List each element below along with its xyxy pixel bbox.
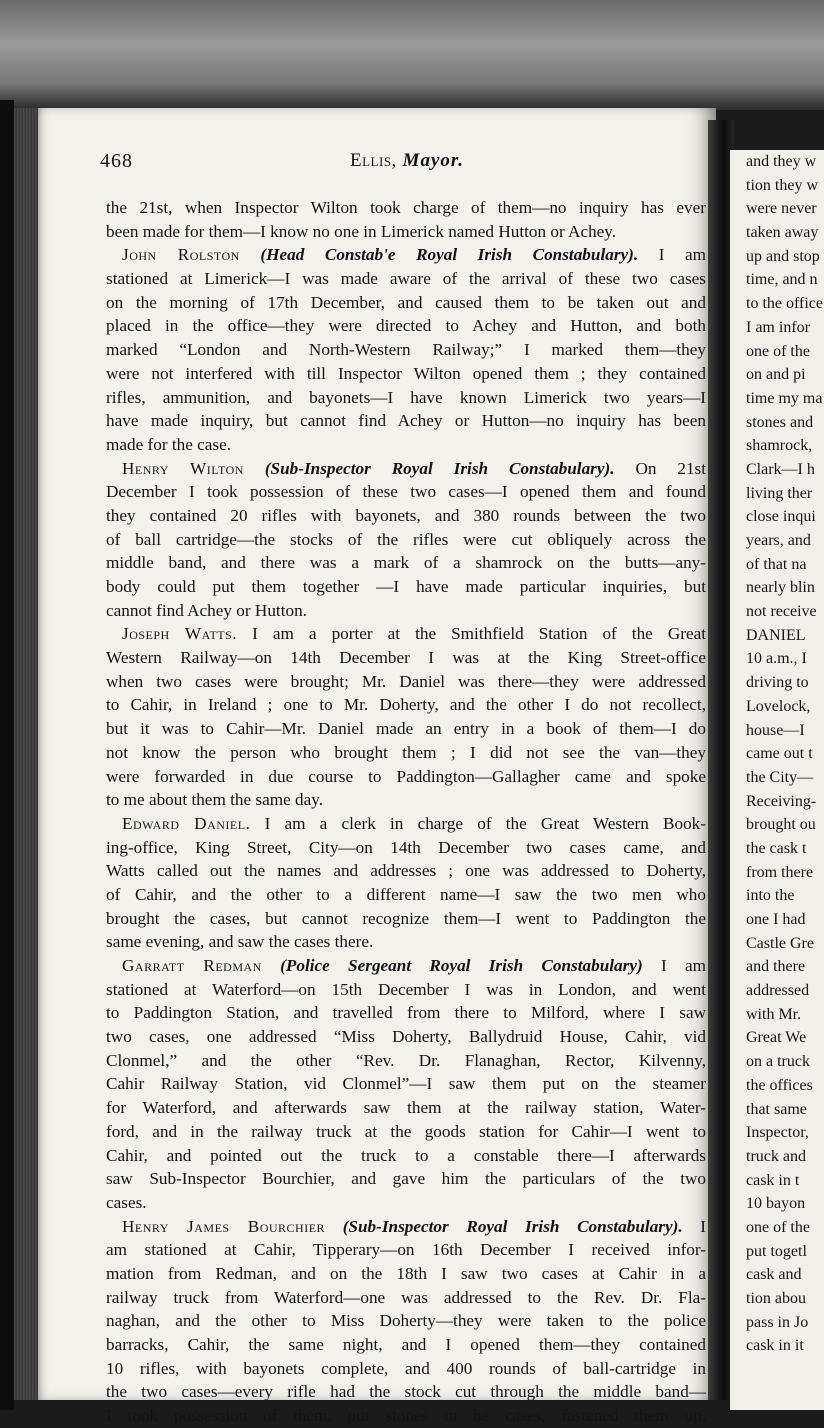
facing-text-line: I am infor: [746, 318, 810, 336]
line-text: the two cases—every rifle had the stock cut through the middle band—: [106, 1382, 706, 1402]
line-text: Western Railway—on 14th December I was at the King Street-office: [106, 648, 706, 668]
line-text: naghan, and the other to Miss Doherty—they were taken to the police: [106, 1311, 706, 1331]
speaker-role: (Sub-Inspector Royal Irish Constabulary).: [342, 1216, 683, 1236]
scanner-edge: [0, 100, 14, 1410]
line-text: on the morning of 17th December, and caused them to be taken out and: [106, 292, 706, 312]
text-line: [106, 457, 706, 481]
line-text: were forwarded in due course to Paddington—Gallagher came and spoke: [106, 766, 706, 786]
facing-text-line: Inspector,: [746, 1124, 809, 1142]
text-line: [106, 765, 706, 789]
text-line: [106, 1144, 706, 1168]
text-line: [106, 433, 706, 457]
line-text: made for the case.: [106, 434, 232, 454]
text-line: [106, 1380, 706, 1404]
line-text: On 21st: [635, 458, 706, 478]
facing-text-line: one I had: [746, 911, 806, 928]
line-text: I am a porter at the Smithfield Station of the Great: [252, 624, 706, 644]
facing-text-line: were never: [746, 200, 817, 218]
facing-text-line: tion they w: [746, 176, 818, 194]
facing-text-line: the offices: [746, 1076, 813, 1094]
line-text: I: [700, 1216, 707, 1236]
text-line: [106, 670, 706, 694]
facing-text-line: on a truck: [746, 1053, 810, 1071]
text-line: [106, 528, 706, 552]
text-line: [106, 1072, 706, 1096]
text-line: [106, 788, 706, 812]
text-line: [106, 409, 706, 433]
facing-text-line: DANIEL: [746, 626, 806, 644]
facing-text-line: pass in Jo: [746, 1313, 809, 1331]
text-line: [106, 693, 706, 717]
text-line: [106, 338, 706, 362]
line-text: have made inquiry, but cannot find Achey or Hutton—no inquiry has been: [106, 411, 706, 431]
text-line: [106, 362, 706, 386]
line-text: Cahir Railway Station, vid Clonmel”—I saw them put on the steamer: [106, 1074, 706, 1094]
text-line: [106, 930, 706, 954]
line-text: mation from Redman, and on the 18th I saw two cases at Cahir in a: [106, 1263, 706, 1283]
text-line: [106, 220, 706, 244]
speaker-name: John Rolston: [122, 245, 240, 265]
text-line: [106, 812, 706, 836]
speaker-name: Joseph Watts.: [122, 624, 238, 644]
text-line: [106, 196, 706, 220]
text-line: [106, 1262, 706, 1286]
line-text: ing-office, King Street, City—on 14th December two cases came, and: [106, 837, 706, 857]
facing-text-line: nearly blin: [746, 579, 815, 597]
facing-text-line: living ther: [746, 484, 813, 502]
speaker-role: (Police Sergeant Royal Irish Constabulary): [280, 956, 643, 975]
line-text: 10 rifles, with bayonets complete, and 400 rounds of ball-cartridge in: [106, 1358, 706, 1378]
text-line: [106, 243, 706, 267]
text-line: [106, 1333, 706, 1357]
facing-text-line: put togetl: [746, 1242, 807, 1260]
line-text: Cahir, and pointed out the truck to a constable there—I afterwards: [106, 1145, 706, 1165]
line-text: two cases, one addressed “Miss Doherty, Ballydruid House, Cahir, vid: [106, 1027, 706, 1047]
scanner-background: [0, 0, 824, 110]
facing-text-line: into the: [746, 887, 795, 905]
line-text: December I took possession of these two cases—I opened them and found: [106, 482, 706, 502]
text-line: [106, 1096, 706, 1120]
line-text: railway truck from Waterford—one was addressed to the Rev. Dr. Fla-: [106, 1287, 706, 1307]
text-line: [106, 1191, 706, 1215]
text-line: [106, 646, 706, 670]
line-text: stationed at Limerick—I was made aware of the arrival of these two cases: [106, 269, 706, 289]
text-line: [106, 717, 706, 741]
line-text: same evening, and saw the cases there.: [106, 932, 374, 952]
line-text: I took possession of them, put stones in he cases, fastened them up,: [106, 1406, 706, 1426]
speaker-name: Henry James Bourchier: [122, 1216, 326, 1236]
line-text: I am: [658, 245, 707, 265]
line-text: ford, and in the railway truck at the goods station for Cahir—I went to: [106, 1121, 706, 1141]
facing-text-line: time, and n: [746, 271, 818, 289]
text-line: [106, 1120, 706, 1144]
line-text: to me about them the same day.: [106, 790, 324, 810]
page-header: [100, 150, 710, 180]
text-line: [106, 551, 706, 575]
line-text: rifles, ammunition, and bayonets—I have known Limerick two years—I: [106, 387, 706, 407]
facing-text-line: of that na: [746, 555, 807, 573]
text-line: [106, 1309, 706, 1333]
text-line: [106, 504, 706, 528]
text-line: [106, 480, 706, 504]
facing-text-line: Receiving-: [746, 792, 817, 810]
line-text: of Cahir, and the other to a different name—I saw the two men who: [106, 884, 706, 904]
facing-page-fragment: [730, 150, 824, 1410]
text-line: [106, 741, 706, 765]
text-line: [106, 1404, 706, 1428]
page-number: 468: [100, 150, 133, 172]
facing-text-line: not receive: [746, 603, 817, 621]
line-text: marked “London and North-Western Railway;” I marked them—they: [106, 340, 706, 360]
facing-text-line: one of the: [746, 342, 810, 360]
facing-text-line: truck and: [746, 1147, 806, 1165]
text-line: [106, 291, 706, 315]
line-text: brought the cases, but cannot recognize them—I went to Paddington the: [106, 908, 706, 928]
speaker-name: Henry Wilton: [122, 458, 244, 478]
facing-text-line: Castle Gre: [746, 934, 814, 952]
text-line: [106, 1357, 706, 1381]
facing-text-line: and there: [746, 958, 806, 976]
text-line: [106, 1238, 706, 1262]
facing-text-line: house—I: [746, 721, 805, 739]
text-line: [106, 267, 706, 291]
running-head: [350, 150, 464, 172]
facing-text-line: addressed: [746, 982, 810, 1000]
book-page-edges: [14, 108, 40, 1400]
facing-text-line: shamrock,: [746, 437, 813, 455]
facing-text-line: driving to: [746, 674, 809, 692]
text-line: [106, 1049, 706, 1073]
facing-text-line: brought ou: [746, 816, 816, 834]
text-line: [106, 1001, 706, 1025]
text-line: [106, 883, 706, 907]
facing-text-line: the cask t: [746, 839, 807, 857]
line-text: to Cahir, in Ireland ; one to Mr. Doherty, and the other I do not recollect,: [106, 695, 706, 715]
facing-text-line: tion abou: [746, 1290, 806, 1307]
facing-text-line: up and stop: [746, 247, 820, 265]
facing-text-line: came out t: [746, 745, 813, 763]
text-line: [106, 859, 706, 883]
facing-text-line: to the office: [746, 295, 824, 313]
text-line: [106, 907, 706, 931]
line-text: Watts called out the names and addresses ; one was addressed to Doherty,: [106, 861, 706, 881]
facing-text-line: Lovelock,: [746, 697, 811, 715]
facing-text-line: 10 a.m., I: [746, 650, 807, 668]
line-text: I am: [660, 956, 706, 975]
line-text: they contained 20 rifles with bayonets, and 380 rounds between the two: [106, 505, 706, 525]
line-text: Clonmel,” and the other “Rev. Dr. Flanaghan, Rector, Kilvenny,: [106, 1050, 706, 1070]
facing-text-line: one of the: [746, 1218, 810, 1236]
facing-text-line: with Mr.: [746, 1005, 802, 1023]
text-line: [106, 1286, 706, 1310]
facing-text-line: taken away: [746, 224, 819, 242]
line-text: barracks, Cahir, the same night, and I opened them—they contained: [106, 1335, 706, 1354]
facing-text-line: and they w: [746, 153, 817, 170]
facing-text-line: cask in it: [746, 1337, 804, 1355]
line-text: of ball cartridge—the stocks of the rifles were cut obliquely across the: [106, 529, 706, 549]
facing-text-line: on and pi: [746, 366, 806, 384]
running-head-name: Ellis,: [350, 150, 397, 171]
text-line: [106, 314, 706, 338]
line-text: saw Sub-Inspector Bourchier, and gave him the particulars of the two: [106, 1169, 706, 1189]
speaker-name: Garratt Redman: [122, 956, 262, 975]
facing-text-line: stones and: [746, 413, 814, 431]
text-line: [106, 1167, 706, 1191]
line-text: the 21st, when Inspector Wilton took charge of them—no inquiry has ever: [106, 198, 706, 217]
facing-text-line: Clark—I h: [746, 460, 815, 478]
line-text: cannot find Achey or Hutton.: [106, 600, 307, 620]
line-text: but it was to Cahir—Mr. Daniel made an entry in a book of them—I do: [106, 719, 706, 739]
text-line: [106, 836, 706, 860]
facing-text-line: from there: [746, 863, 814, 881]
facing-text-line: close inqui: [746, 508, 816, 526]
facing-text-line: Great We: [746, 1029, 807, 1047]
speaker-role: (Head Constab'e Royal Irish Constabulary).: [260, 245, 639, 265]
line-text: middle band, and there was a mark of a shamrock on the butts—any-: [106, 553, 706, 573]
line-text: I am a clerk in charge of the Great Western Book-: [264, 813, 706, 833]
line-text: were not interfered with till Inspector Wilton opened them ; they contained: [106, 363, 706, 383]
facing-text-line: cask in t: [746, 1171, 800, 1189]
line-text: not know the person who brought them ; I did not see the van—they: [106, 742, 706, 762]
facing-text-line: years, and: [746, 532, 811, 549]
line-text: cases.: [106, 1192, 147, 1212]
text-line: [106, 1215, 706, 1239]
line-text: body could put them together —I have made particular inquiries, but: [106, 577, 706, 596]
facing-text-line: 10 bayon: [746, 1195, 806, 1213]
line-text: am stationed at Cahir, Tipperary—on 16th December I received infor-: [106, 1240, 706, 1260]
line-text: for Waterford, and afterwards saw them at the railway station, Water-: [106, 1098, 706, 1118]
page-body-text: [106, 196, 706, 1428]
line-text: stationed at Waterford—on 15th December I was in London, and went: [106, 979, 706, 999]
text-line: [106, 1025, 706, 1049]
text-line: [106, 622, 706, 646]
line-text: when two cases were brought; Mr. Daniel was there—they were addressed: [106, 671, 706, 691]
line-text: to Paddington Station, and travelled from there to Milford, where I saw: [106, 1003, 706, 1023]
text-line: [106, 575, 706, 599]
facing-text-line: time my ma: [746, 389, 823, 407]
text-line: [106, 954, 706, 978]
running-head-title: Mayor.: [402, 150, 464, 171]
speaker-role: (Sub-Inspector Royal Irish Constabulary).: [264, 458, 615, 478]
text-line: [106, 978, 706, 1002]
line-text: been made for them—I know no one in Limerick named Hutton or Achey.: [106, 221, 617, 241]
text-line: [106, 599, 706, 623]
facing-text-line: the City—: [746, 768, 814, 786]
speaker-name: Edward Daniel.: [122, 813, 251, 833]
text-line: [106, 386, 706, 410]
line-text: placed in the office—they were directed to Achey and Hutton, and both: [106, 316, 706, 336]
facing-text-line: cask and: [746, 1266, 802, 1284]
facing-text-line: that same: [746, 1100, 807, 1118]
